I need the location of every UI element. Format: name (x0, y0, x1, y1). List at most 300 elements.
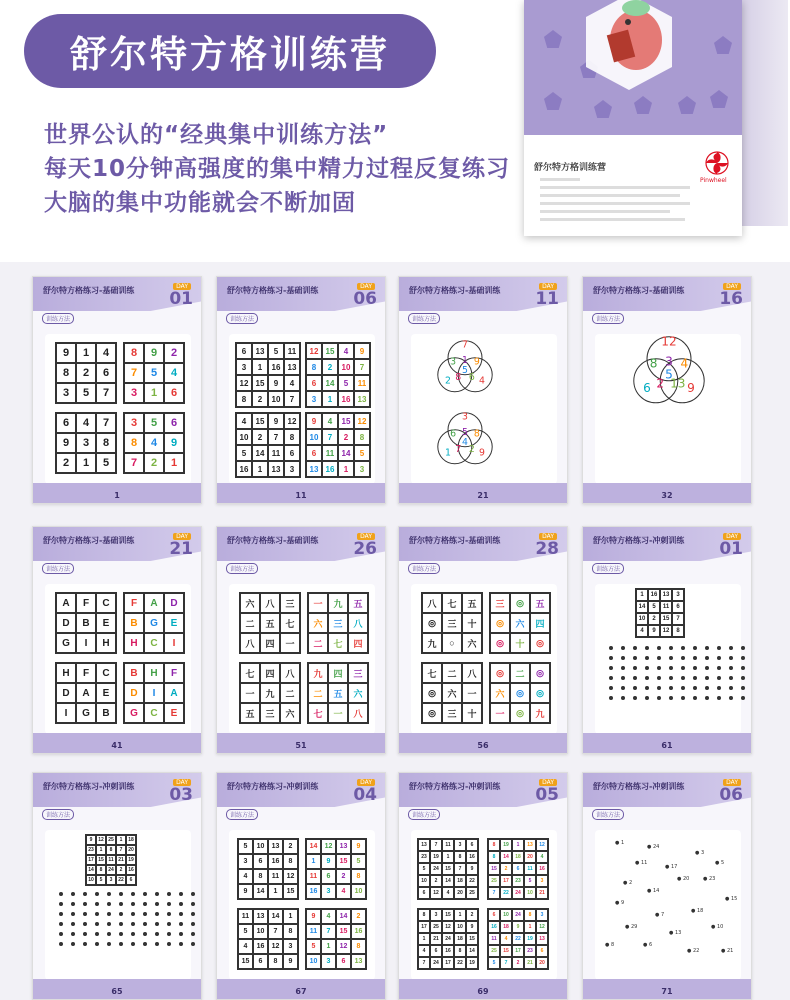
grid-cell: 6 (164, 383, 184, 403)
grid-cell: 6 (164, 413, 184, 433)
grid-cell: 9 (56, 343, 76, 363)
day-label: DAY (723, 283, 741, 290)
grid-cell: 五 (462, 593, 482, 613)
dot (621, 686, 625, 690)
grid-cell: I (76, 633, 96, 653)
grid-cell: 4 (284, 375, 300, 391)
dot (143, 902, 147, 906)
exercise-panel (45, 584, 191, 734)
dot (71, 922, 75, 926)
grid-cell: 5 (306, 939, 321, 954)
puzzle-number: 3 (450, 356, 457, 368)
day-label: DAY (357, 779, 375, 786)
grid-cell: ◎ (510, 593, 530, 613)
grid-cell: 15 (466, 933, 478, 945)
card-title: 舒尔特方格练习-冲刺训练 (409, 782, 501, 791)
grid-cell: 四 (328, 663, 348, 683)
page-number: 67 (295, 987, 307, 996)
grid-cell: 2 (351, 909, 366, 924)
method-tag: 训练方法 (592, 313, 624, 324)
dot (717, 646, 721, 650)
grid-cell: 18 (454, 875, 466, 887)
grid-cell: 8 (454, 851, 466, 863)
grid-cell: 3 (672, 589, 684, 601)
grid-cell: 7 (418, 957, 430, 969)
grid-cell: 2 (512, 957, 524, 969)
grid-cell: C (96, 593, 116, 613)
dot (633, 676, 637, 680)
grid-cell: 八 (240, 633, 260, 653)
grid-cell: 13 (660, 589, 672, 601)
dot (609, 676, 613, 680)
exercise-panel (595, 584, 741, 734)
book-text-line (540, 210, 670, 213)
grid-cell: 3 (354, 461, 370, 477)
grid-cell: 八 (280, 663, 300, 683)
dot (645, 656, 649, 660)
dot (681, 666, 685, 670)
grid-cell: 5 (144, 413, 164, 433)
grid-cell: 9 (86, 835, 96, 845)
grid-cell: 8 (124, 343, 144, 363)
instruction-text (45, 818, 193, 826)
grid-cell: 21 (430, 933, 442, 945)
grid-cell: 13 (306, 461, 322, 477)
grid-cell: 24 (430, 957, 442, 969)
grid-cell: 9 (354, 343, 370, 359)
exercise-panel (411, 584, 557, 734)
grid-cell: 11 (306, 869, 321, 884)
grid-cell: 11 (488, 933, 500, 945)
grid-cell: 4 (418, 945, 430, 957)
grid-cell: 3 (124, 413, 144, 433)
grid-cell: 10 (454, 921, 466, 933)
slogan-line-2: 每天10分钟高强度的集中精力过程反复练习 (44, 156, 511, 182)
grid-cell: 1 (306, 854, 321, 869)
schulte-grid (55, 342, 117, 404)
grid-cell: 22 (116, 875, 126, 885)
exercise-panel (229, 830, 375, 980)
practice-card-12 (582, 772, 752, 1000)
page-title: 舒尔特方格训练营 (24, 14, 436, 88)
page-number: 51 (295, 741, 307, 750)
grid-cell: 2 (466, 909, 478, 921)
numbered-dot: ● 24 (647, 844, 660, 850)
grid-cell: 5 (144, 363, 164, 383)
puzzle-number: 6 (643, 380, 651, 395)
grid-cell: 4 (500, 933, 512, 945)
practice-card-11 (398, 772, 568, 1000)
grid-cell: 12 (442, 921, 454, 933)
puzzle-number: 3 (665, 354, 673, 369)
grid-cell: 7 (124, 363, 144, 383)
dot (59, 912, 63, 916)
puzzle-number: 1 (462, 354, 468, 366)
method-tag: 训练方法 (408, 809, 440, 820)
grid-cell: 一 (308, 593, 328, 613)
day-number: 11 (535, 289, 559, 309)
grid-cell: 二 (280, 683, 300, 703)
schulte-grid (239, 662, 301, 724)
dot (191, 892, 195, 896)
grid-cell: 22 (500, 887, 512, 899)
puzzle-number: 8 (455, 371, 462, 383)
grid-cell: 2 (648, 613, 660, 625)
numbered-dot: ● 10 (711, 924, 724, 930)
grid-cell: A (164, 683, 184, 703)
grid-cell: 18 (512, 851, 524, 863)
grid-cell: 4 (442, 887, 454, 899)
grid-cell: 8 (236, 391, 252, 407)
grid-cell: 15 (238, 954, 253, 969)
grid-cell: 3 (321, 884, 336, 899)
day-number: 03 (169, 785, 193, 805)
day-number: 26 (353, 539, 377, 559)
method-tag: 训练方法 (592, 809, 624, 820)
grid-cell: 16 (648, 589, 660, 601)
dot (95, 892, 99, 896)
grid-cell: 一 (280, 633, 300, 653)
grid-cell: 4 (636, 625, 648, 637)
grid-cell: 4 (338, 343, 354, 359)
grid-cell: 9 (321, 854, 336, 869)
grid-cell: 17 (86, 855, 96, 865)
grid-cell: 6 (306, 445, 322, 461)
grid-cell: 13 (536, 933, 548, 945)
grid-cell: 十 (462, 613, 482, 633)
dot (657, 676, 661, 680)
method-tag: 训练方法 (226, 563, 258, 574)
grid-cell: H (144, 663, 164, 683)
grid-cell: 3 (124, 383, 144, 403)
method-tag: 训练方法 (408, 313, 440, 324)
grid-cell: 9 (268, 413, 284, 429)
grid-cell: 23 (512, 875, 524, 887)
grid-cell: 2 (336, 869, 351, 884)
grid-cell: 7 (124, 453, 144, 473)
dot (107, 912, 111, 916)
grid-cell: 8 (283, 854, 298, 869)
dot (83, 942, 87, 946)
grid-cell: 11 (284, 343, 300, 359)
grid-cell: 1 (76, 343, 96, 363)
grid-cell: 1 (338, 461, 354, 477)
page-number: 71 (661, 987, 673, 996)
pentagon-decoration (714, 36, 732, 54)
grid-cell: 9 (283, 954, 298, 969)
grid-cell: 2 (500, 863, 512, 875)
page-number: 32 (661, 491, 673, 500)
grid-cell: 21 (536, 887, 548, 899)
grid-cell: 六 (240, 593, 260, 613)
grid-cell: 1 (164, 453, 184, 473)
numbered-dot: ● 20 (677, 876, 690, 882)
grid-cell: C (144, 703, 164, 723)
grid-cell: 三 (348, 663, 368, 683)
grid-cell: 三 (280, 593, 300, 613)
grid-cell: 11 (322, 445, 338, 461)
dot (95, 932, 99, 936)
grid-cell: B (96, 703, 116, 723)
grid-cell: 14 (252, 445, 268, 461)
dot (621, 666, 625, 670)
grid-cell: 二 (510, 663, 530, 683)
grid-cell: 16 (306, 884, 321, 899)
grid-cell: 六 (490, 683, 510, 703)
grid-cell: 19 (466, 957, 478, 969)
grid-cell: B (76, 613, 96, 633)
puzzle-number: 2 (656, 376, 665, 391)
dot-grid (609, 646, 675, 700)
grid-cell: 15 (338, 413, 354, 429)
grid-cell: 10 (86, 875, 96, 885)
dot (669, 696, 673, 700)
grid-cell: E (96, 683, 116, 703)
dot (741, 646, 745, 650)
grid-cell: 16 (466, 851, 478, 863)
exercise-panel (229, 584, 375, 734)
grid-cell: 14 (338, 445, 354, 461)
grid-cell: 15 (322, 343, 338, 359)
schulte-grid (307, 592, 369, 654)
grid-cell: 3 (536, 875, 548, 887)
dot (741, 666, 745, 670)
grid-cell: 6 (306, 375, 322, 391)
grid-cell: 4 (321, 909, 336, 924)
slogan-line-1: 世界公认的“经典集中训练方法” (44, 122, 389, 148)
grid-cell: 一 (240, 683, 260, 703)
grid-cell: 8 (488, 839, 500, 851)
dot (191, 902, 195, 906)
grid-cell: 7 (284, 391, 300, 407)
day-label: DAY (173, 283, 191, 290)
instruction-text (45, 572, 193, 580)
grid-cell: 10 (418, 875, 430, 887)
instruction-text (229, 818, 377, 826)
grid-cell: 6 (488, 909, 500, 921)
grid-cell: 1 (116, 835, 126, 845)
grid-cell: 8 (56, 363, 76, 383)
dot (107, 902, 111, 906)
dot (83, 892, 87, 896)
dot (59, 922, 63, 926)
dot (155, 932, 159, 936)
grid-cell: 5 (96, 453, 116, 473)
grid-cell: 6 (418, 887, 430, 899)
card-title: 舒尔特方格练习-基础训练 (409, 286, 501, 295)
grid-cell: 六 (348, 683, 368, 703)
dot (119, 942, 123, 946)
grid-cell: 17 (442, 957, 454, 969)
grid-cell: 15 (336, 924, 351, 939)
dot (179, 942, 183, 946)
schulte-grid (55, 662, 117, 724)
grid-cell: 16 (268, 359, 284, 375)
dot (717, 666, 721, 670)
grid-cell: 八 (260, 593, 280, 613)
dot (71, 932, 75, 936)
schulte-grid (237, 908, 299, 970)
circle-puzzle (431, 334, 499, 402)
grid-cell: 一 (462, 683, 482, 703)
grid-cell: 13 (268, 461, 284, 477)
card-title: 舒尔特方格练习-冲刺训练 (593, 782, 685, 791)
grid-cell: 4 (144, 433, 164, 453)
grid-cell: 一 (490, 703, 510, 723)
puzzle-number: 9 (473, 356, 480, 368)
page-number: 56 (477, 741, 489, 750)
dot (95, 922, 99, 926)
schulte-grid (123, 412, 185, 474)
grid-cell: 5 (76, 383, 96, 403)
grid-cell: 九 (308, 663, 328, 683)
grid-cell: 4 (238, 939, 253, 954)
dot (107, 892, 111, 896)
dot (155, 942, 159, 946)
grid-cell: 7 (96, 413, 116, 433)
grid-cell: 6 (56, 413, 76, 433)
grid-cell: 8 (354, 429, 370, 445)
schulte-grid (85, 834, 137, 886)
grid-cell: 3 (454, 839, 466, 851)
grid-cell: 15 (283, 884, 298, 899)
grid-cell: 六 (280, 703, 300, 723)
numbered-dot: ● 29 (625, 924, 638, 930)
schulte-grid (421, 592, 483, 654)
grid-cell: 2 (430, 875, 442, 887)
numbered-dot: ● 7 (655, 912, 665, 918)
day-label: DAY (357, 283, 375, 290)
grid-cell: 25 (466, 887, 478, 899)
dot (717, 676, 721, 680)
day-number: 01 (169, 289, 193, 309)
dot (143, 922, 147, 926)
grid-cell: 1 (252, 359, 268, 375)
grid-cell: 16 (536, 863, 548, 875)
grid-cell: 2 (76, 363, 96, 383)
dot (167, 892, 171, 896)
grid-cell: ◎ (530, 683, 550, 703)
dot (669, 656, 673, 660)
practice-card-9 (32, 772, 202, 1000)
dot (645, 696, 649, 700)
grid-cell: 8 (524, 909, 536, 921)
schulte-grid (421, 662, 483, 724)
book-cover (524, 0, 742, 236)
grid-cell: G (144, 613, 164, 633)
day-number: 01 (719, 539, 743, 559)
puzzle-number: 1 (445, 447, 451, 459)
grid-cell: 24 (106, 865, 116, 875)
numbered-dot: ● 5 (715, 860, 725, 866)
grid-cell: 五 (328, 683, 348, 703)
dot (179, 892, 183, 896)
dot (59, 892, 63, 896)
grid-cell: 5 (238, 924, 253, 939)
day-number: 28 (535, 539, 559, 559)
grid-cell: C (144, 633, 164, 653)
card-title: 舒尔特方格练习-冲刺训练 (227, 782, 319, 791)
dot (191, 942, 195, 946)
puzzle-number: 3 (462, 411, 468, 423)
book-spine (742, 0, 788, 226)
numbered-dot: ● 2 (623, 880, 633, 886)
dot (59, 932, 63, 936)
grid-cell: 7 (321, 924, 336, 939)
dot-grid (681, 646, 747, 700)
grid-cell: 9 (268, 375, 284, 391)
dot (633, 666, 637, 670)
dot (681, 676, 685, 680)
dot (705, 666, 709, 670)
day-label: DAY (173, 779, 191, 786)
dot (693, 656, 697, 660)
grid-cell: 6 (236, 343, 252, 359)
grid-cell: 7 (116, 845, 126, 855)
grid-cell: C (96, 663, 116, 683)
dot (131, 912, 135, 916)
method-tag: 训练方法 (226, 313, 258, 324)
grid-cell: 10 (306, 429, 322, 445)
grid-cell: 20 (454, 887, 466, 899)
grid-cell: 25 (488, 875, 500, 887)
day-number: 16 (719, 289, 743, 309)
method-tag: 训练方法 (592, 563, 624, 574)
dot (131, 932, 135, 936)
dot (143, 932, 147, 936)
grid-cell: A (144, 593, 164, 613)
grid-cell: 14 (336, 909, 351, 924)
grid-cell: 8 (672, 625, 684, 637)
grid-cell: F (124, 593, 144, 613)
grid-cell: 13 (253, 909, 268, 924)
grid-cell: D (164, 593, 184, 613)
grid-cell: 二 (442, 663, 462, 683)
numbered-dot: ● 17 (665, 864, 678, 870)
exercise-panel (45, 334, 191, 484)
grid-cell: 5 (268, 343, 284, 359)
grid-cell: H (96, 633, 116, 653)
grid-cell: 14 (636, 601, 648, 613)
dot (657, 656, 661, 660)
exercise-panel (229, 334, 375, 484)
grid-cell: 七 (422, 663, 442, 683)
instruction-text (411, 818, 559, 826)
day-label: DAY (539, 283, 557, 290)
grid-cell: 15 (252, 375, 268, 391)
grid-cell: 5 (354, 445, 370, 461)
schulte-grid (307, 662, 369, 724)
numbered-dot: ● 21 (721, 948, 734, 954)
grid-cell: 4 (76, 413, 96, 433)
grid-cell: 13 (252, 343, 268, 359)
dot (633, 696, 637, 700)
dot (143, 892, 147, 896)
card-title: 舒尔特方格练习-冲刺训练 (593, 536, 685, 545)
grid-cell: D (56, 613, 76, 633)
grid-cell: G (76, 703, 96, 723)
grid-cell: 五 (348, 593, 368, 613)
grid-cell: 8 (418, 909, 430, 921)
page-number: 1 (114, 491, 120, 500)
grid-cell: 7 (454, 863, 466, 875)
grid-cell: 10 (636, 613, 648, 625)
grid-cell: 10 (268, 391, 284, 407)
dot (83, 902, 87, 906)
dot (645, 676, 649, 680)
day-label: DAY (723, 779, 741, 786)
grid-cell: 9 (144, 343, 164, 363)
